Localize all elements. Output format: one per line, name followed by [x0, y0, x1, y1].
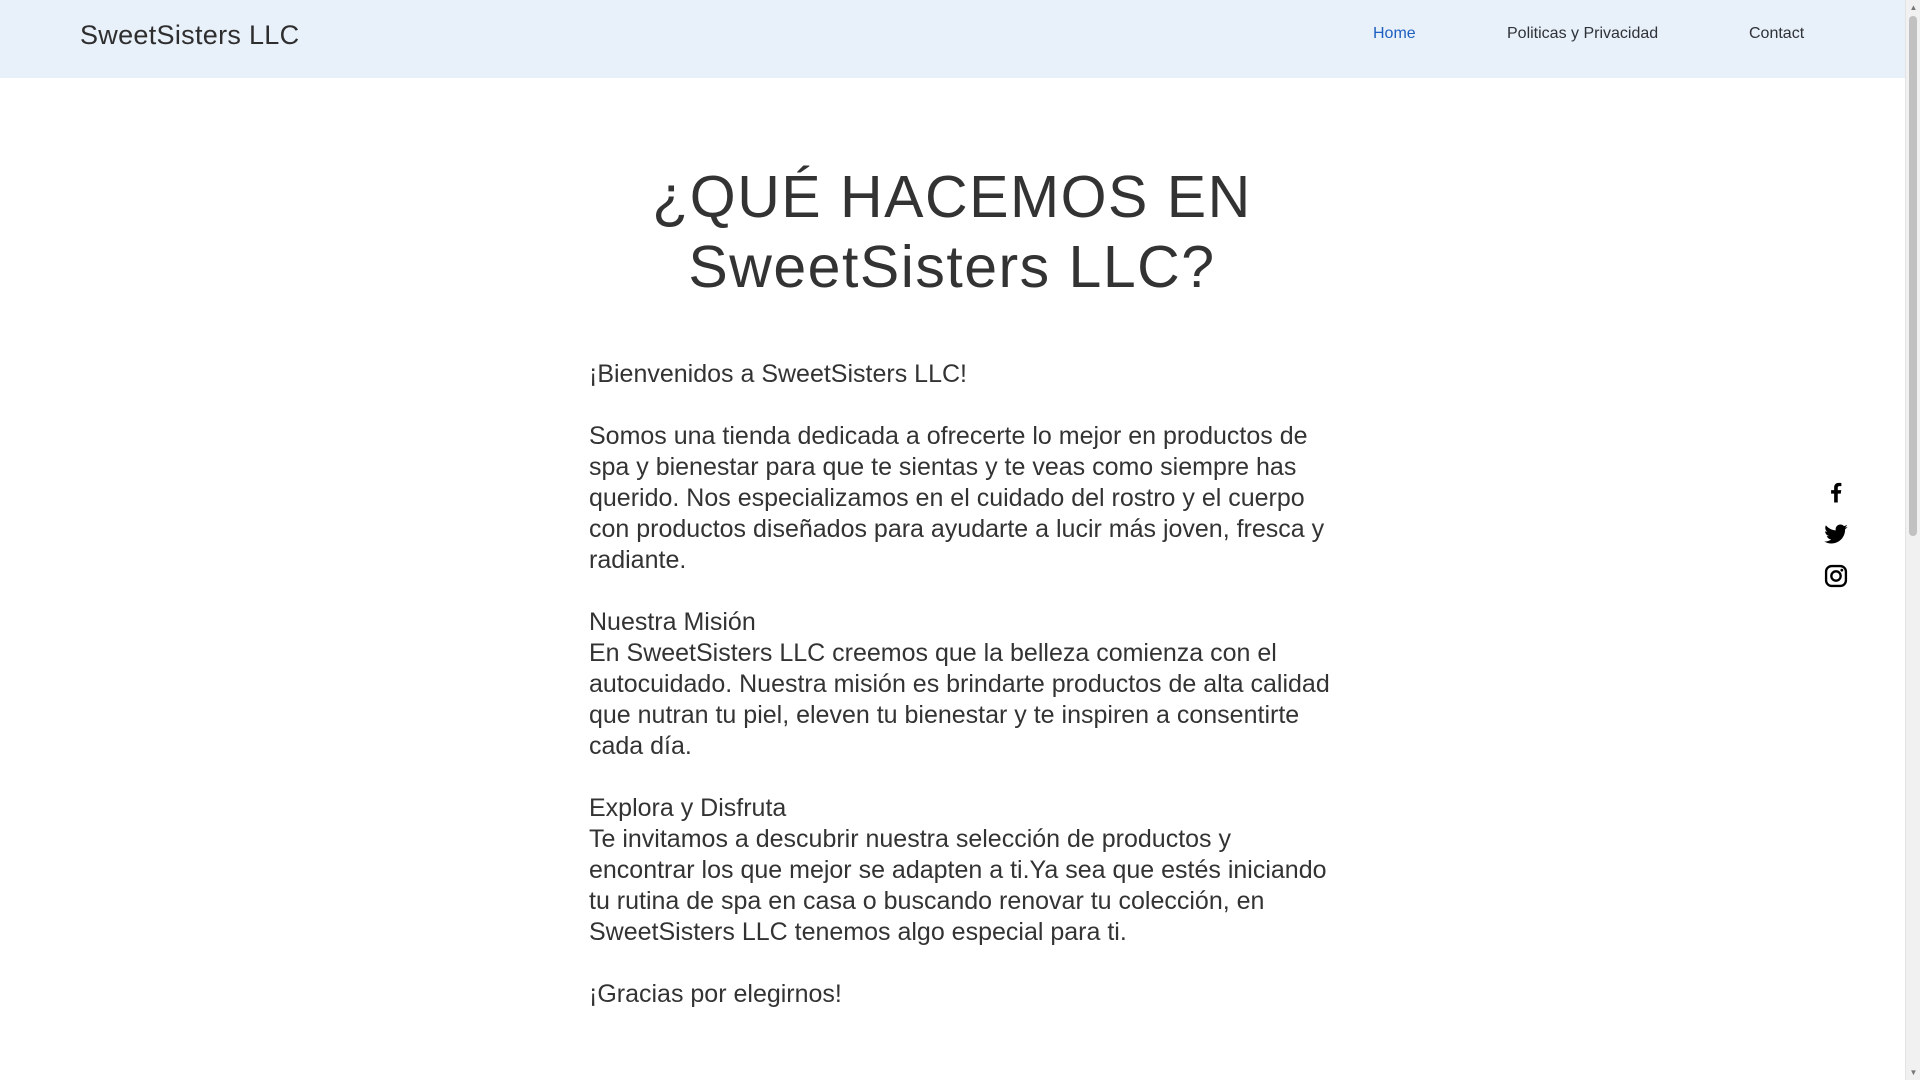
explore-line: encontrar los que mejor se adapten a ti.Ya sea que estés iniciando	[589, 856, 1327, 884]
explore-title: Explora y Disfruta	[589, 794, 787, 822]
nav-home[interactable]: Home	[1373, 25, 1416, 42]
instagram-link[interactable]	[1822, 562, 1850, 590]
nav-politicas-privacidad[interactable]: Politicas y Privacidad	[1507, 25, 1659, 42]
scroll-up-arrow-icon[interactable]: ▲	[1909, 3, 1918, 12]
social-bar	[1822, 478, 1850, 604]
facebook-link[interactable]	[1822, 478, 1850, 506]
intro-line: querido. Nos especializamos en el cuidado del rostro y el cuerpo	[589, 484, 1305, 512]
site-brand[interactable]: SweetSisters LLC	[80, 20, 300, 50]
intro-line: radiante.	[589, 546, 687, 574]
mission-line: autocuidado. Nuestra misión es brindarte productos de alta calidad	[589, 670, 1330, 698]
mission-title: Nuestra Misión	[589, 608, 756, 636]
explore-line: Te invitamos a descubrir nuestra selección de productos y	[589, 825, 1231, 853]
nav-contact[interactable]: Contact	[1749, 25, 1805, 42]
headline-line-2: SweetSisters LLC?	[688, 234, 1216, 300]
page-headline	[560, 162, 1344, 302]
twitter-link[interactable]	[1822, 520, 1850, 548]
intro-line: Somos una tienda dedicada a ofrecerte lo mejor en productos de	[589, 422, 1308, 450]
paragraph-gap	[589, 390, 1371, 421]
instagram-icon	[1822, 562, 1850, 590]
mission-line: cada día.	[589, 732, 692, 760]
intro-line: con productos diseñados para ayudarte a lucir más joven, fresca y	[589, 515, 1325, 543]
paragraph-gap	[589, 576, 1371, 607]
twitter-icon	[1822, 520, 1850, 548]
scroll-down-arrow-icon[interactable]: ▼	[1909, 1068, 1918, 1077]
site-header	[0, 0, 1905, 78]
mission-line: En SweetSisters LLC creemos que la belleza comienza con el	[589, 639, 1277, 667]
thanks-text: ¡Gracias por elegirnos!	[589, 980, 842, 1008]
facebook-icon	[1822, 478, 1850, 506]
paragraph-gap	[589, 762, 1371, 793]
headline-line-1: ¿QUÉ HACEMOS EN	[652, 164, 1252, 230]
intro-line: spa y bienestar para que te sientas y te veas como siempre has	[589, 453, 1297, 481]
welcome-text: ¡Bienvenidos a SweetSisters LLC!	[589, 360, 967, 388]
explore-line: tu rutina de spa en casa o buscando renovar tu colección, en	[589, 887, 1265, 915]
mission-line: que nutran tu piel, eleven tu bienestar y te inspiren a consentirte	[589, 701, 1300, 729]
scrollbar-thumb[interactable]	[1909, 16, 1917, 536]
paragraph-gap	[589, 948, 1371, 979]
page-scrollbar[interactable]	[1905, 0, 1920, 1080]
about-text	[589, 359, 1371, 1010]
explore-line: SweetSisters LLC tenemos algo especial para ti.	[589, 918, 1127, 946]
